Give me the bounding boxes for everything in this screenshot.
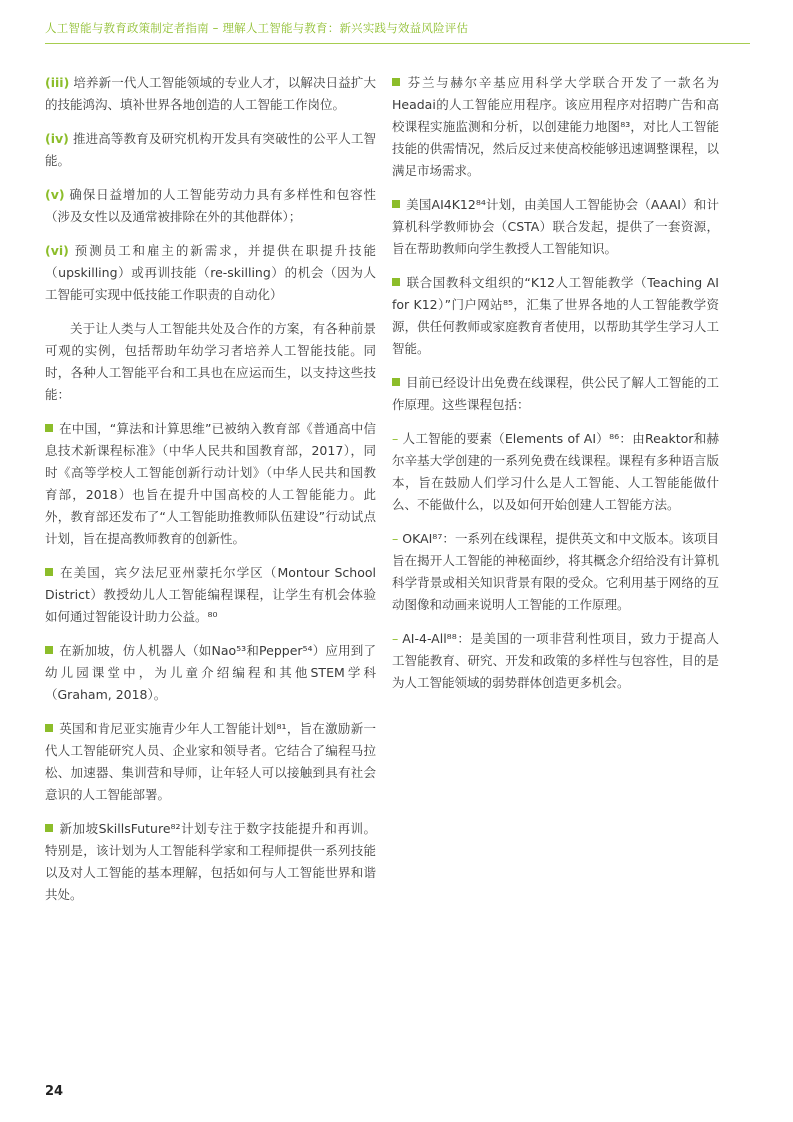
course-text: 人工智能的要素（Elements of AI）⁸⁶：由Reaktor和赫尔辛基大学创建的一系列免费在线课程。课程有多种语言版本，旨在鼓励人们学习什么是人工智能、人工智能能做什么、不能做什么，以及如何开始创建人工智能方法。 (392, 431, 719, 512)
item-number: (iv) (45, 131, 69, 146)
square-bullet-icon (45, 568, 53, 576)
list-item-iv (45, 128, 376, 172)
bullet-text: 联合国教科文组织的“K12人工智能教学（Teaching AI for K12）”门户网站⁸⁵，汇集了世界各地的人工智能教学资源，供任何教师或家庭教育者使用，以帮助其学生学习人工智能。 (392, 275, 719, 356)
square-bullet-icon (392, 78, 400, 86)
item-number: (iii) (45, 75, 70, 90)
intro-paragraph: 关于让人类与人工智能共处及合作的方案，有各种前景可观的实例，包括帮助年幼学习者培养人工智能技能。同时，各种人工智能平台和工具也在应运而生，以支持这些技能： (45, 321, 376, 402)
item-number: (vi) (45, 243, 69, 258)
dash-bullet-icon: – (392, 431, 399, 446)
dash-bullet-icon: – (392, 531, 399, 546)
square-bullet-icon (45, 424, 53, 432)
dash-bullet-icon: – (392, 631, 399, 646)
square-bullet-icon (45, 824, 53, 832)
item-text: 培养新一代人工智能领域的专业人才，以解决日益扩大的技能鸿沟、填补世界各地创造的人工智能工作岗位。 (45, 75, 376, 112)
square-bullet-icon (45, 646, 53, 654)
bullet-text: 目前已经设计出免费在线课程，供公民了解人工智能的工作原理。这些课程包括： (392, 375, 719, 412)
square-bullet-icon (392, 278, 400, 286)
item-text: 推进高等教育及研究机构开发具有突破性的公平人工智能。 (45, 131, 376, 168)
bullet-text: 在中国，“算法和计算思维”已被纳入教育部《普通高中信息技术新课程标准》（中华人民共和国教育部，2017），同时《高等学校人工智能创新行动计划》（中华人民共和国教育部，2018）也旨在提升中国高校的人工智能能力。此外，教育部还发布了“人工智能助推教师队伍建设”行动试点计划，旨在提高教师教育的创新性。 (45, 421, 376, 546)
bullet-item (45, 418, 376, 550)
square-bullet-icon (392, 378, 400, 386)
bullet-text: 芬兰与赫尔辛基应用科学大学联合开发了一款名为Headai的人工智能应用程序。该应用程序对招聘广告和高校课程实施监测和分析，以创建能力地图⁸³，对比人工智能技能的供需情况，然后反过来使高校能够迅速调整课程，以满足市场需求。 (392, 75, 719, 178)
course-item (392, 528, 719, 616)
square-bullet-icon (392, 200, 400, 208)
bullet-text: 美国AI4K12⁸⁴计划，由美国人工智能协会（AAAI）和计算机科学教师协会（CSTA）联合发起，提供了一套资源，旨在帮助教师向学生教授人工智能知识。 (392, 197, 719, 256)
bullet-item (392, 72, 719, 182)
page-number: 24 (45, 1084, 64, 1099)
course-item (392, 628, 719, 694)
bullet-item (45, 718, 376, 806)
bullet-item (45, 640, 376, 706)
bullet-text: 在新加坡，仿人机器人（如Nao⁵³和Pepper⁵⁴）应用到了幼儿园课堂中，为儿童介绍编程和其他STEM学科（Graham, 2018）。 (45, 643, 376, 702)
left-column (45, 72, 376, 918)
square-bullet-icon (45, 724, 53, 732)
bullet-text: 英国和肯尼亚实施青少年人工智能计划⁸¹，旨在激励新一代人工智能研究人员、企业家和领导者。它结合了编程马拉松、加速器、集训营和导师，让年轻人可以接触到具有社会意识的人工智能部署。 (45, 721, 376, 802)
bullet-text: 新加坡SkillsFuture⁸²计划专注于数字技能提升和再训。特别是，该计划为人工智能科学家和工程师提供一系列技能以及对人工智能的基本理解，包括如何与人工智能世界和谐共处。 (45, 821, 376, 902)
course-item (392, 428, 719, 516)
list-item-vi (45, 240, 376, 306)
bullet-item (392, 194, 719, 260)
bullet-item (392, 372, 719, 416)
course-text: AI-4-All⁸⁸：是美国的一项非营利性项目，致力于提高人工智能教育、研究、开发和政策的多样性与包容性，目的是为人工智能领域的弱势群体创造更多机会。 (392, 631, 719, 690)
bullet-text: 在美国，宾夕法尼亚州蒙托尔学区（Montour School District）教授幼儿人工智能编程课程，让学生有机会体验如何通过智能设计助力公益。⁸⁰ (45, 565, 376, 624)
bullet-item (45, 562, 376, 628)
course-text: OKAI⁸⁷：一系列在线课程，提供英文和中文版本。该项目旨在揭开人工智能的神秘面纱，将其概念介绍给没有计算机科学背景或相关知识背景有限的受众。它利用基于网络的互动图像和动画来说明人工智能的工作原理。 (392, 531, 719, 612)
running-header: 人工智能与教育政策制定者指南 – 理解人工智能与教育：新兴实践与效益风险评估 (45, 21, 469, 35)
item-text: 确保日益增加的人工智能劳动力具有多样性和包容性（涉及女性以及通常被排除在外的其他群体）； (45, 187, 376, 224)
header-rule (45, 43, 750, 44)
bullet-item (392, 272, 719, 360)
item-text: 预测员工和雇主的新需求，并提供在职提升技能（upskilling）或再训技能（re-skilling）的机会（因为人工智能可实现中低技能工作职责的自动化） (45, 243, 376, 302)
item-number: (v) (45, 187, 65, 202)
bullet-item (45, 818, 376, 906)
right-column (392, 72, 719, 706)
list-item-v (45, 184, 376, 228)
list-item-iii (45, 72, 376, 116)
